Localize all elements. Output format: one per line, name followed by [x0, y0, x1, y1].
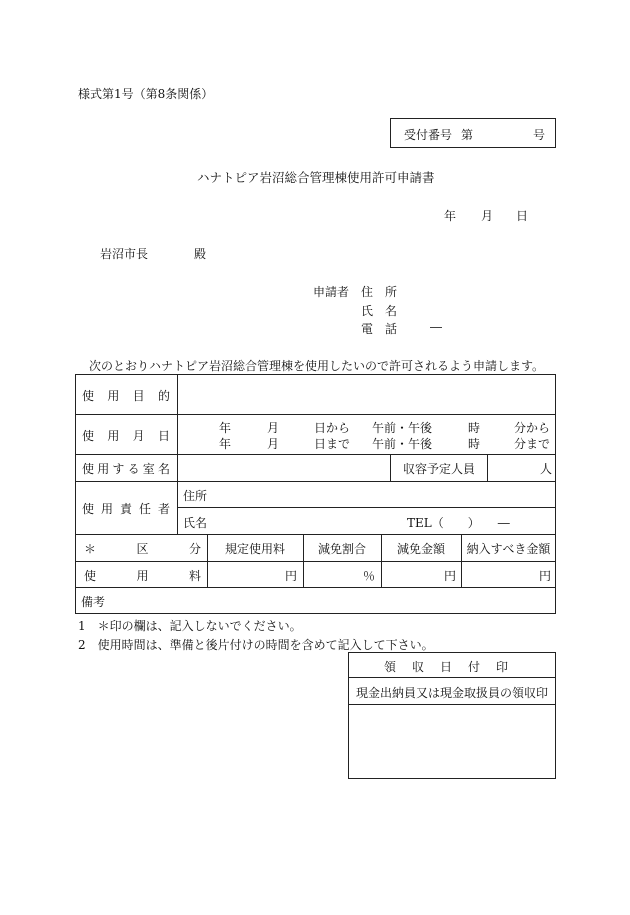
to-minute: 分まで — [514, 437, 551, 451]
responsible-tel: TEL（ ） ― — [407, 516, 510, 530]
applicant-phone-dash: ― — [430, 320, 442, 334]
receipt-stamp-title: 領 収 日 付 印 — [384, 660, 508, 674]
note-1: 1 ＊印の欄は、記入しないでください。 — [78, 619, 302, 633]
col-reduction-amount: 減免金額 — [396, 542, 445, 556]
form-number: 様式第1号（第8条関係） — [78, 87, 214, 101]
page-title: ハナトピア岩沼総合管理棟使用許可申請書 — [197, 170, 435, 185]
responsible-address-label: 住所 — [183, 489, 208, 503]
receipt-number-dai: 第 — [461, 128, 474, 142]
date-year: 年 — [444, 209, 457, 223]
remarks-label: 備考 — [81, 595, 106, 609]
to-hour: 時 — [468, 437, 481, 451]
applicant-name-label: 氏 名 — [361, 304, 398, 318]
to-ampm: 午前・午後 — [372, 437, 433, 451]
reduction-amount-yen: 円 — [444, 569, 457, 583]
usage-date-label: 使 用 月 日 — [82, 429, 170, 443]
capacity-unit: 人 — [540, 462, 553, 476]
applicant-label: 申請者 — [313, 285, 350, 299]
standard-fee-yen: 円 — [285, 569, 298, 583]
receipt-number-label: 受付番号 — [404, 128, 453, 142]
from-ampm: 午前・午後 — [372, 421, 433, 435]
to-day: 日まで — [314, 437, 351, 451]
responsible-name-label: 氏名 — [183, 516, 208, 530]
payable-amount-yen: 円 — [539, 569, 552, 583]
to-year: 年 — [219, 437, 232, 451]
date-day: 日 — [516, 209, 529, 223]
capacity-label: 収容予定人員 — [403, 462, 476, 476]
reduction-rate-percent: ％ — [363, 569, 376, 583]
date-month: 月 — [481, 209, 494, 223]
category-label: ＊ 区 分 — [84, 542, 201, 556]
room-name-label: 使 用 す る 室 名 — [82, 462, 170, 476]
addressee-name: 岩沼市長 — [100, 247, 149, 261]
receipt-number-box — [390, 118, 556, 148]
intro-text: 次のとおりハナトピア岩沼総合管理棟を使用したいので許可されるよう申請します。 — [89, 359, 545, 373]
col-payable-amount: 納入すべき金額 — [466, 542, 551, 556]
from-minute: 分から — [514, 421, 551, 435]
col-standard-fee: 規定使用料 — [224, 542, 285, 556]
responsible-person-label: 使 用 責 任 者 — [82, 502, 170, 516]
applicant-phone-label: 電 話 — [361, 322, 398, 336]
to-month: 月 — [267, 437, 280, 451]
from-day: 日から — [314, 421, 351, 435]
usage-fee-label: 使 用 料 — [84, 569, 201, 583]
col-reduction-rate: 減免割合 — [317, 542, 366, 556]
note-2: 2 使用時間は、準備と後片付けの時間を含めて記入して下さい。 — [78, 638, 434, 652]
from-hour: 時 — [468, 421, 481, 435]
purpose-label: 使 用 目 的 — [82, 389, 170, 403]
from-year: 年 — [219, 421, 232, 435]
applicant-address-label: 住 所 — [361, 285, 398, 299]
addressee-honorific: 殿 — [194, 247, 207, 261]
from-month: 月 — [267, 421, 280, 435]
receipt-stamp-subtitle: 現金出納員又は現金取扱員の領収印 — [355, 686, 548, 700]
receipt-number-gou: 号 — [533, 128, 546, 142]
